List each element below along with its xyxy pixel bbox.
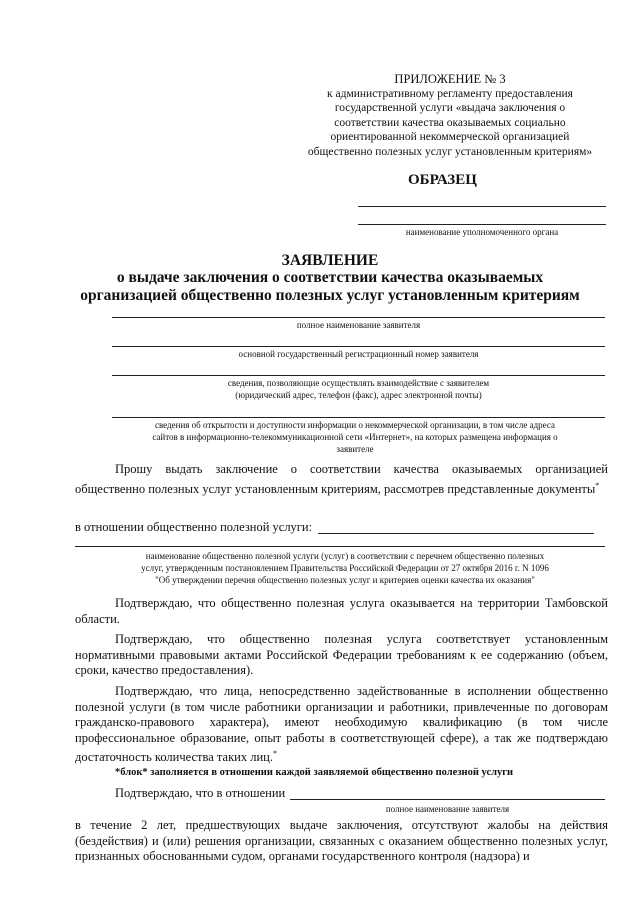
service-caption-3: "Об утверждении перечня общественно полезных услуг и критериев оценки качества их оказания" xyxy=(155,575,535,585)
authority-line-2[interactable] xyxy=(358,224,606,225)
appendix-line: ориентированной некоммерческой организацией xyxy=(330,131,570,143)
statement-subtitle-1: о выдаче заключения о соответствии качества оказываемых xyxy=(116,269,544,286)
sample-label: ОБРАЗЕЦ xyxy=(408,172,477,188)
openness-caption-1: сведения об открытости и доступности информации о некоммерческой организации, в том числе адреса xyxy=(154,420,555,430)
statement-title: ЗАЯВЛЕНИЕ xyxy=(281,252,379,269)
service-caption-1: наименование общественно полезной услуги (услуг) в соответствии с перечнем общественно полезных xyxy=(145,551,545,561)
confirm-applicant-field[interactable] xyxy=(290,799,605,800)
authority-caption: наименование уполномоченного органа xyxy=(405,227,559,237)
appendix-line: государственной услуги «выдача заключения о xyxy=(334,102,566,114)
full-name-field[interactable] xyxy=(112,317,605,318)
block-note: *блок* заполняется в отношении каждой заявляемой общественно полезной услуги xyxy=(115,767,514,778)
contact-caption-1: сведения, позволяющие осуществлять взаимодействие с заявителем xyxy=(227,378,490,388)
openness-caption-3: заявителе xyxy=(336,444,374,454)
appendix-block xyxy=(280,72,620,159)
confirm-qualification xyxy=(75,684,608,766)
full-name-caption: полное наименование заявителя xyxy=(296,320,421,330)
appendix-line: общественно полезных услуг установленным критериям» xyxy=(307,145,593,158)
openness-field[interactable] xyxy=(112,417,605,418)
appendix-line: соответствии качества оказываемых социально xyxy=(334,116,566,129)
ogrn-caption: основной государственный регистрационный номер заявителя xyxy=(238,349,479,359)
confirm-applicant-label: Подтверждаю, что в отношении xyxy=(115,786,286,800)
request-text: Прошу выдать заключение о соответствии качества оказываемых организацией общественно полезных услуг установленным критериям, рассмотрев представленные документы xyxy=(75,462,608,496)
final-paragraph: в течение 2 лет, предшествующих выдаче заключения, отсутствуют жалобы на действия (бездействия) и (или) решения организации, связанных с оказанием общественно полезных услуг, признанных обоснованными судом, органами государственного контроля (надзора) и xyxy=(75,818,608,863)
contact-caption-2: (юридический адрес, телефон (факс), адрес электронной почты) xyxy=(235,390,482,400)
request-paragraph xyxy=(75,462,608,497)
service-label: в отношении общественно полезной услуги: xyxy=(75,520,313,534)
confirm-qualification-text: Подтверждаю, что лица, непосредственно задействованные в исполнении общественно полезной услуги (в том числе работники организации и работники, привлеченные по договорам гражданско-правового характера), имеют необходимую квалификацию (в том числе профессиональное образование, опыт работы в соответствующей сфере), а так же подтверждаю достаточность количества таких лиц. xyxy=(75,684,608,765)
statement-subtitle-2: организацией общественно полезных услуг установленным критериям xyxy=(80,287,580,304)
contact-field[interactable] xyxy=(112,375,605,376)
service-caption-2: услуг, утвержденным постановлением Правительства Российской Федерации от 27 октября 2016 г. N 1096 xyxy=(141,563,549,573)
service-field-2[interactable] xyxy=(75,546,605,547)
appendix-title: ПРИЛОЖЕНИЕ № 3 xyxy=(394,72,506,86)
ogrn-field[interactable] xyxy=(112,346,605,347)
confirm-qualification-mark: * xyxy=(272,749,277,758)
confirm-applicant-caption: полное наименование заявителя xyxy=(385,804,510,814)
confirm-requirements: Подтверждаю, что общественно полезная услуга соответствует установленным нормативными правовыми актами Российской Федерации требованиям к ее содержанию (объем, сроки, качество предоставления). xyxy=(75,632,608,677)
authority-line-1[interactable] xyxy=(358,206,606,207)
appendix-line: к административному регламенту предоставления xyxy=(327,87,573,100)
service-field[interactable] xyxy=(318,533,594,534)
request-mark: * xyxy=(595,480,600,490)
openness-caption-2: сайтов в информационно-телекоммуникационной сети «Интернет», на которых размещена информация о xyxy=(152,432,558,442)
confirm-territory: Подтверждаю, что общественно полезная услуга оказывается на территории Тамбовской области. xyxy=(75,596,608,626)
